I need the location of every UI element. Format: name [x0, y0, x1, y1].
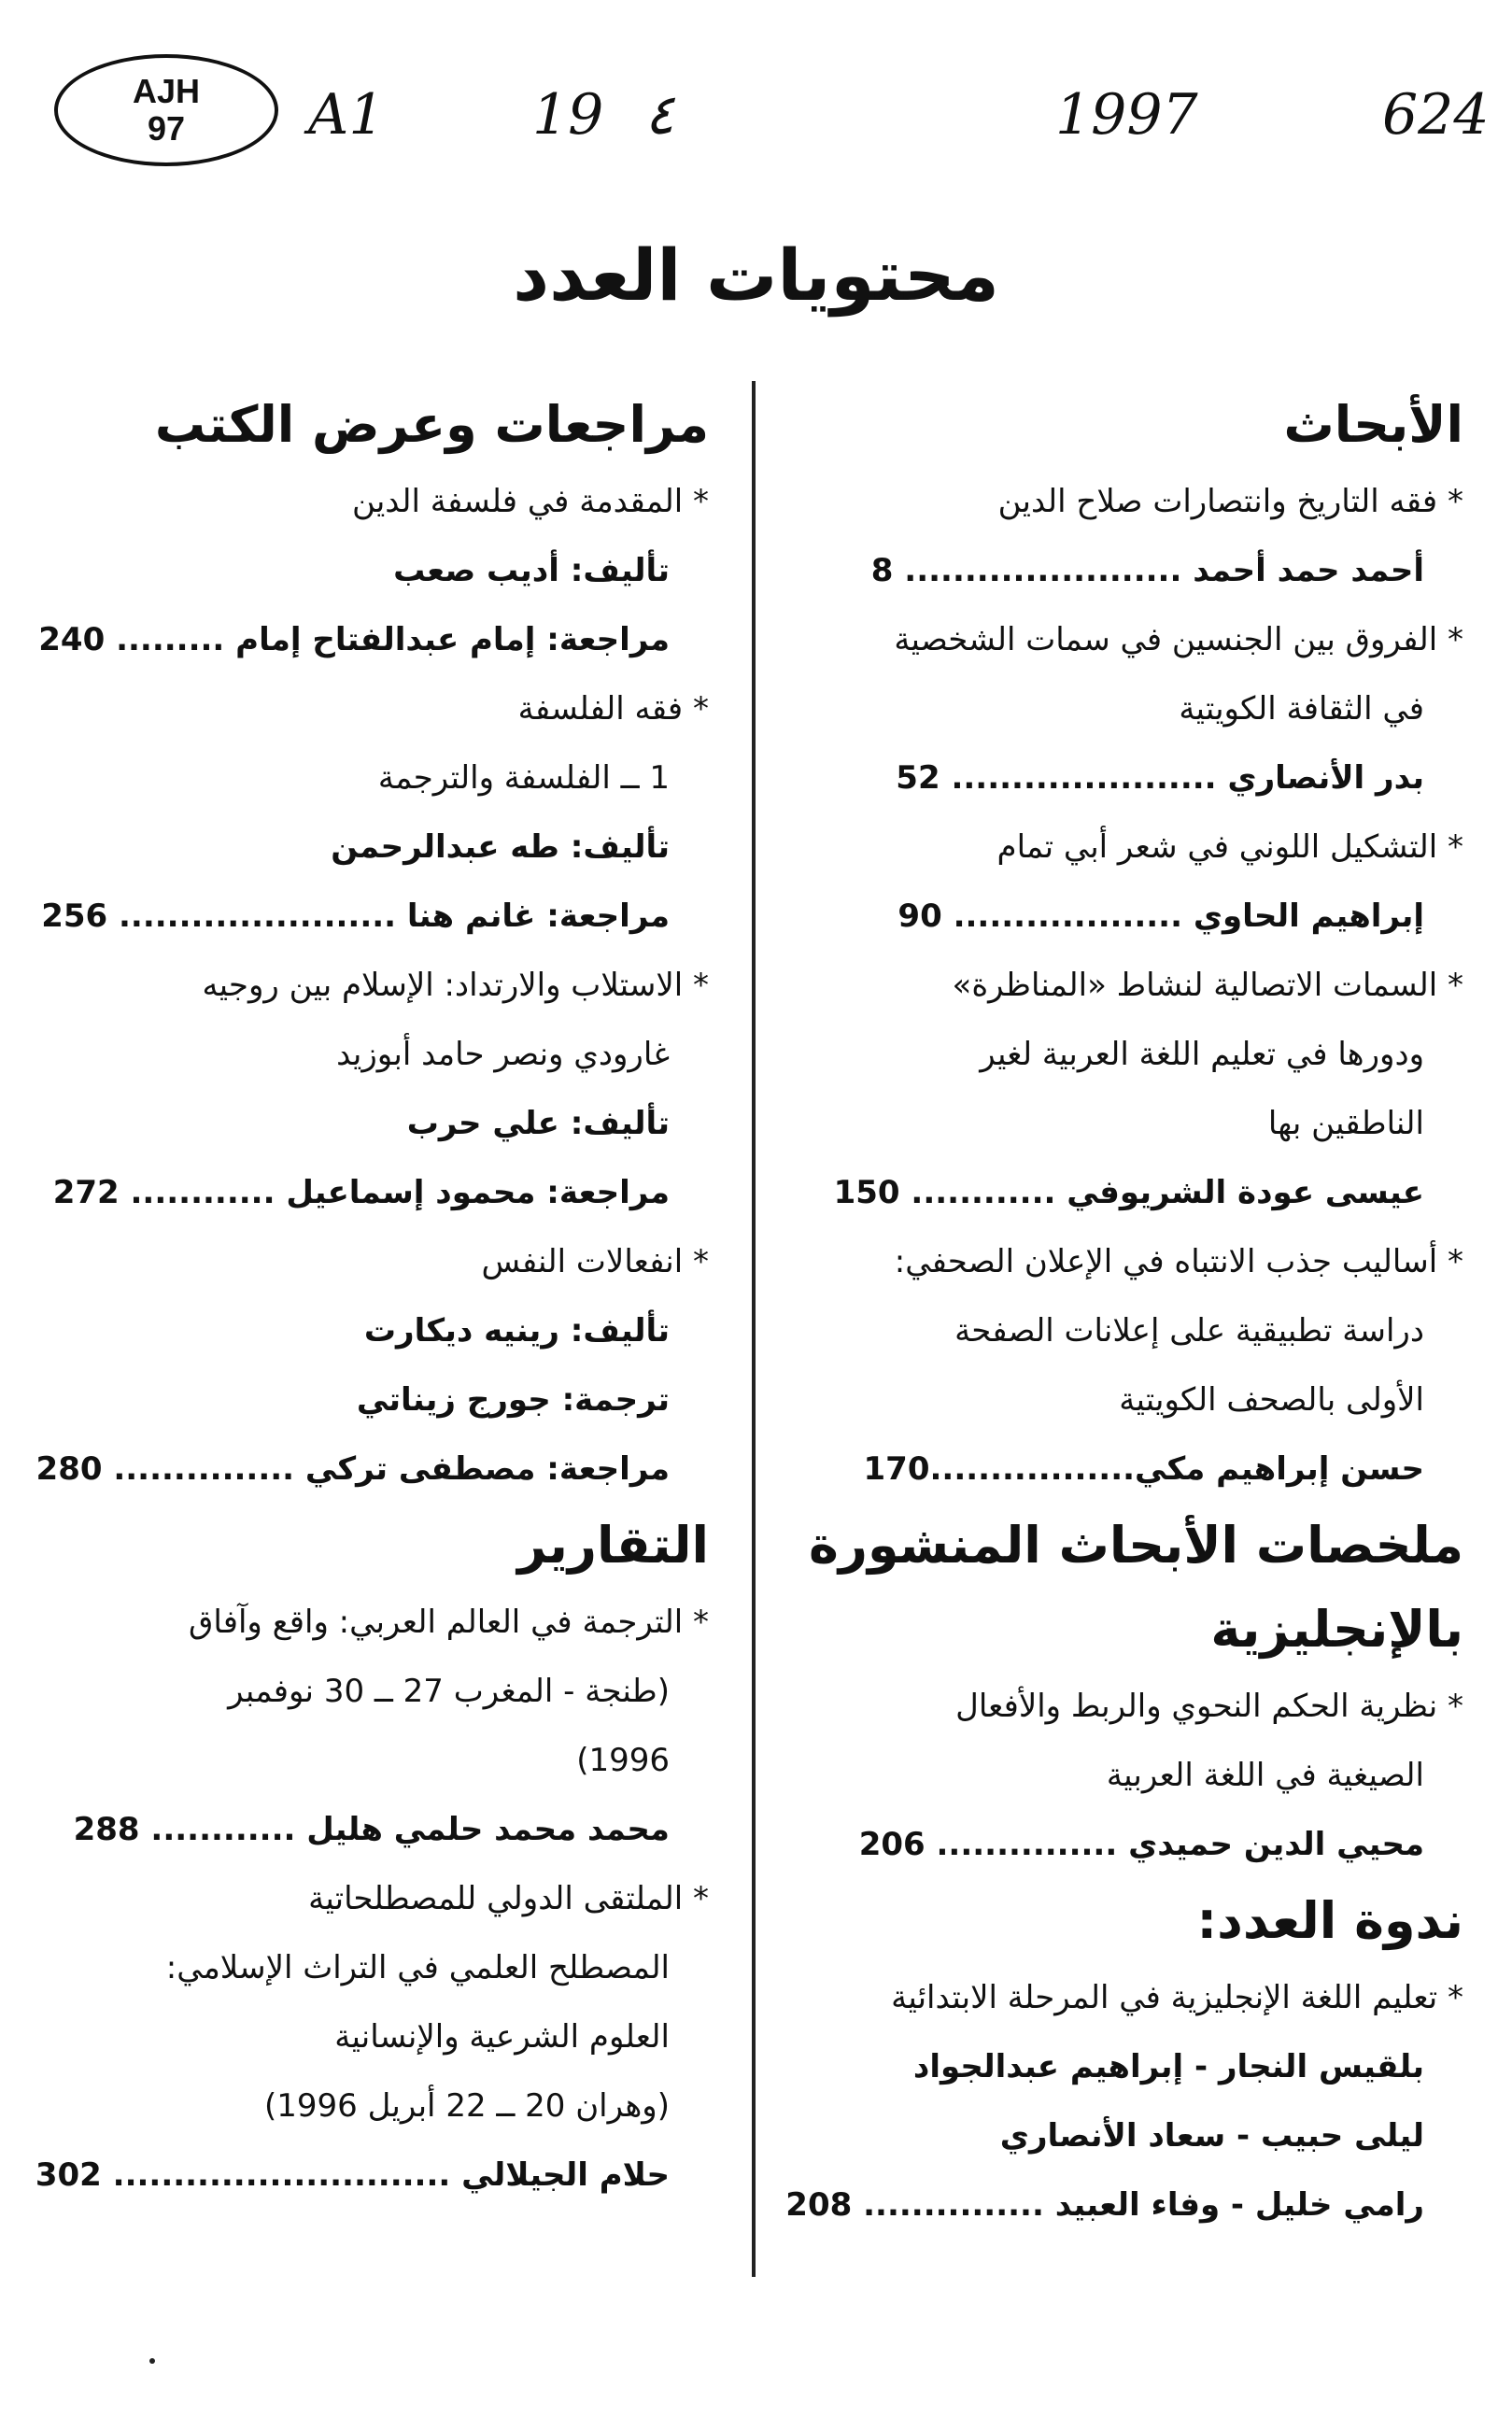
entry-title: * المقدمة في فلسفة الدين — [351, 483, 709, 520]
entry-title: * الترجمة في العالم العربي: واقع وآفاق — [188, 1604, 709, 1641]
entry-reviewer: مراجعة: غانم هنا ....................... 256 — [41, 897, 670, 935]
entry-title: * انفعالات النفس — [481, 1243, 709, 1280]
entry-title-cont: المصطلح العلمي في التراث الإسلامي: — [165, 1949, 670, 1986]
entry-author: تأليف: أديب صعب — [393, 552, 670, 589]
scan-speck — [149, 2358, 155, 2364]
entry-title-cont: العلوم الشرعية والإنسانية — [334, 2018, 670, 2056]
section-seminar-heading: ندوة العدد: — [1196, 1891, 1463, 1950]
entry-title-cont: دراسة تطبيقية على إعلانات الصفحة — [954, 1312, 1424, 1350]
entry-title: * الاستلاب والارتداد: الإسلام بين روجيه — [202, 967, 709, 1004]
entry-title: * نظرية الحكم النحوي والربط والأفعال — [955, 1688, 1463, 1725]
entry-author: محيي الدين حميدي ............... 206 — [858, 1826, 1424, 1863]
entry-title-cont: ودورها في تعليم اللغة العربية لغير — [980, 1036, 1424, 1073]
entry-reviewer: مراجعة: محمود إسماعيل ............ 272 — [52, 1174, 670, 1211]
entry-title-cont: في الثقافة الكويتية — [1179, 690, 1424, 728]
entry-title-cont: 1996) — [576, 1742, 670, 1779]
left-column — [36, 383, 709, 2210]
entry-author: بدر الأنصاري ...................... 52 — [896, 759, 1424, 797]
entry-title-cont: الناطقين بها — [1267, 1105, 1424, 1142]
entry-title-cont: (وهران 20 ــ 22 أبريل 1996) — [264, 2087, 670, 2125]
handwritten-note-5: 624 — [1382, 82, 1490, 148]
handwritten-note-2: 19 — [532, 82, 604, 148]
entry-title: * أساليب جذب الانتباه في الإعلان الصحفي: — [894, 1243, 1463, 1280]
column-divider — [752, 381, 756, 2277]
entry-title: * الفروق بين الجنسين في سمات الشخصية — [894, 621, 1463, 658]
section-reviews-heading: مراجعات وعرض الكتب — [154, 395, 709, 454]
entry-reviewer: مراجعة: مصطفى تركي ............... 280 — [35, 1450, 670, 1488]
section-abstracts-heading: ملخصات الأبحاث المنشورة — [809, 1516, 1463, 1575]
entry-author: رامي خليل - وفاء العبيد ............... 208 — [785, 2186, 1424, 2224]
right-column — [782, 383, 1463, 2240]
entry-participants: بلقيس النجار - إبراهيم عبدالجواد — [912, 2048, 1424, 2085]
entry-title-cont: الأولى بالصحف الكويتية — [1119, 1381, 1424, 1419]
handwritten-note-1: A1 — [308, 82, 385, 148]
entry-title: * السمات الاتصالية لنشاط «المناظرة» — [952, 967, 1463, 1004]
handwritten-note-3: ٤ — [644, 82, 675, 148]
handwritten-year: 1997 — [1055, 82, 1198, 148]
entry-title: * فقه الفلسفة — [517, 690, 709, 728]
entry-title-cont: (طنجة - المغرب 27 ــ 30 نوفمبر — [228, 1673, 670, 1710]
page-title: محتويات العدد — [513, 233, 999, 317]
entry-title: * تعليم اللغة الإنجليزية في المرحلة الابتدائية — [891, 1979, 1463, 2016]
entry-author: حسن إبراهيم مكي.................170 — [863, 1450, 1424, 1488]
entry-author: أحمد حمد أحمد ....................... 8 — [870, 552, 1424, 589]
stamp-number: 97 — [147, 109, 186, 148]
section-research-heading: الأبحاث — [1283, 395, 1463, 454]
entry-author: عيسى عودة الشريوفي ............ 150 — [833, 1174, 1424, 1211]
entry-subtitle: 1 ــ الفلسفة والترجمة — [377, 759, 670, 797]
entry-translator: ترجمة: جورج زيناتي — [356, 1381, 670, 1419]
entry-author: إبراهيم الحاوي ................... 90 — [897, 897, 1424, 935]
entry-title: * التشكيل اللوني في شعر أبي تمام — [996, 828, 1463, 866]
entry-reviewer: مراجعة: إمام عبدالفتاح إمام ......... 240 — [38, 621, 670, 658]
archive-stamp — [54, 54, 278, 166]
entry-author: حلام الجيلالي ............................ 302 — [35, 2156, 670, 2194]
entry-title: * الملتقى الدولي للمصطلحاتية — [308, 1880, 709, 1917]
entry-author: محمد محمد حلمي هليل ............ 288 — [73, 1811, 670, 1848]
entry-title-cont: غارودي ونصر حامد أبوزيد — [336, 1036, 670, 1073]
entry-author: تأليف: علي حرب — [406, 1105, 670, 1142]
stamp-code: AJH — [132, 72, 201, 110]
entry-title-cont: الصيغية في اللغة العربية — [1106, 1757, 1424, 1794]
entry-title: * فقه التاريخ وانتصارات صلاح الدين — [997, 483, 1463, 520]
section-abstracts-heading-cont: بالإنجليزية — [1210, 1600, 1463, 1659]
section-reports-heading: التقارير — [517, 1516, 709, 1575]
entry-author: تأليف: طه عبدالرحمن — [331, 828, 670, 866]
entry-participants: ليلى حبيب - سعاد الأنصاري — [999, 2117, 1424, 2155]
entry-author: تأليف: رينيه ديكارت — [363, 1312, 670, 1350]
